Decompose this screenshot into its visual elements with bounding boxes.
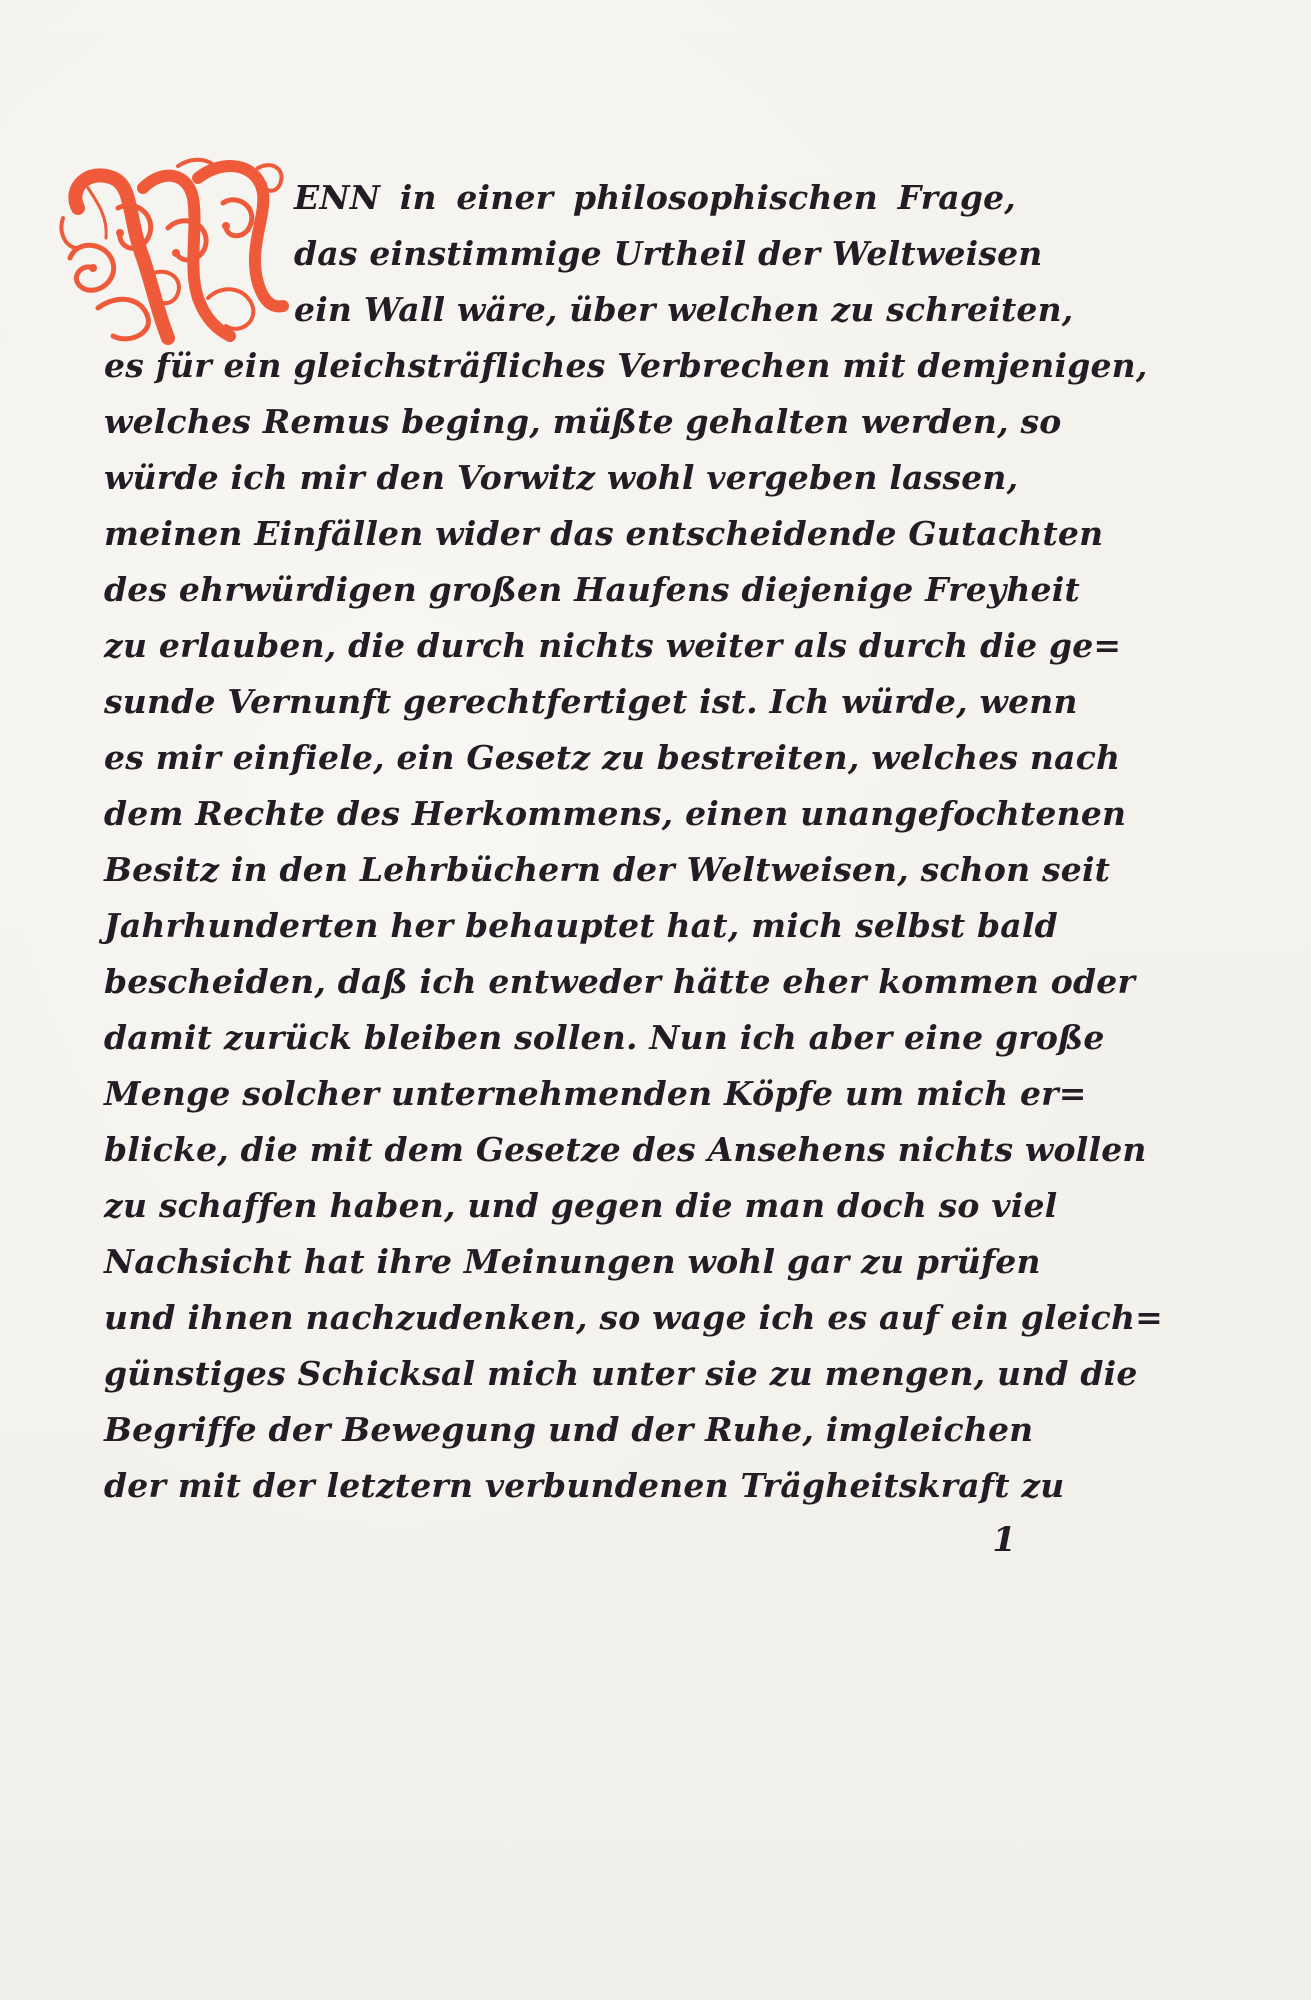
text-line: Jahrhunderten her behauptet hat, mich selbst bald (104, 906, 1058, 945)
text-line: günstiges Schicksal mich unter sie zu mengen, und die (104, 1354, 1138, 1393)
text-line: der mit der letztern verbundenen Trägheitskraft zu (104, 1466, 1065, 1505)
page-number: 1 (992, 1520, 1016, 1560)
text-line: dem Rechte des Herkommens, einen unangefochtenen (104, 794, 1127, 833)
text-line: damit zurück bleiben sollen. Nun ich aber eine große (104, 1018, 1105, 1057)
text-line: blicke, die mit dem Gesetze des Ansehens nichts wollen (104, 1130, 1147, 1169)
text-line: das einstimmige Urtheil der Weltweisen (294, 234, 1043, 273)
text-line: ENN in einer philosophischen Frage, (294, 178, 1016, 217)
text-line: Menge solcher unternehmenden Köpfe um mich er= (104, 1074, 1087, 1113)
text-line: zu schaffen haben, und gegen die man doch so viel (104, 1186, 1058, 1225)
text-line: würde ich mir den Vorwitz wohl vergeben lassen, (104, 458, 1019, 497)
text-line: und ihnen nachzudenken, so wage ich es auf ein gleich= (104, 1298, 1163, 1337)
text-line: bescheiden, daß ich entweder hätte eher kommen oder (104, 962, 1136, 1001)
text-line: des ehrwürdigen großen Haufens diejenige Freyheit (104, 570, 1080, 609)
text-line: es für ein gleichsträfliches Verbrechen mit demjenigen, (104, 346, 1148, 385)
text-line: sunde Vernunft gerechtfertiget ist. Ich würde, wenn (104, 682, 1078, 721)
text-line: Begriffe der Bewegung und der Ruhe, imgleichen (104, 1410, 1034, 1449)
text-line: zu erlauben, die durch nichts weiter als durch die ge= (104, 626, 1122, 665)
text-line: Besitz in den Lehrbüchern der Weltweisen, schon seit (104, 850, 1111, 889)
text-line: welches Remus beging, müßte gehalten werden, so (104, 402, 1062, 441)
text-line: ein Wall wäre, über welchen zu schreiten, (294, 290, 1074, 329)
text-line: Nachsicht hat ihre Meinungen wohl gar zu prüfen (104, 1242, 1041, 1281)
decorated-initial-w (58, 148, 290, 348)
text-line: es mir einfiele, ein Gesetz zu bestreiten, welches nach (104, 738, 1121, 777)
text-line: meinen Einfällen wider das entscheidende Gutachten (104, 514, 1104, 553)
